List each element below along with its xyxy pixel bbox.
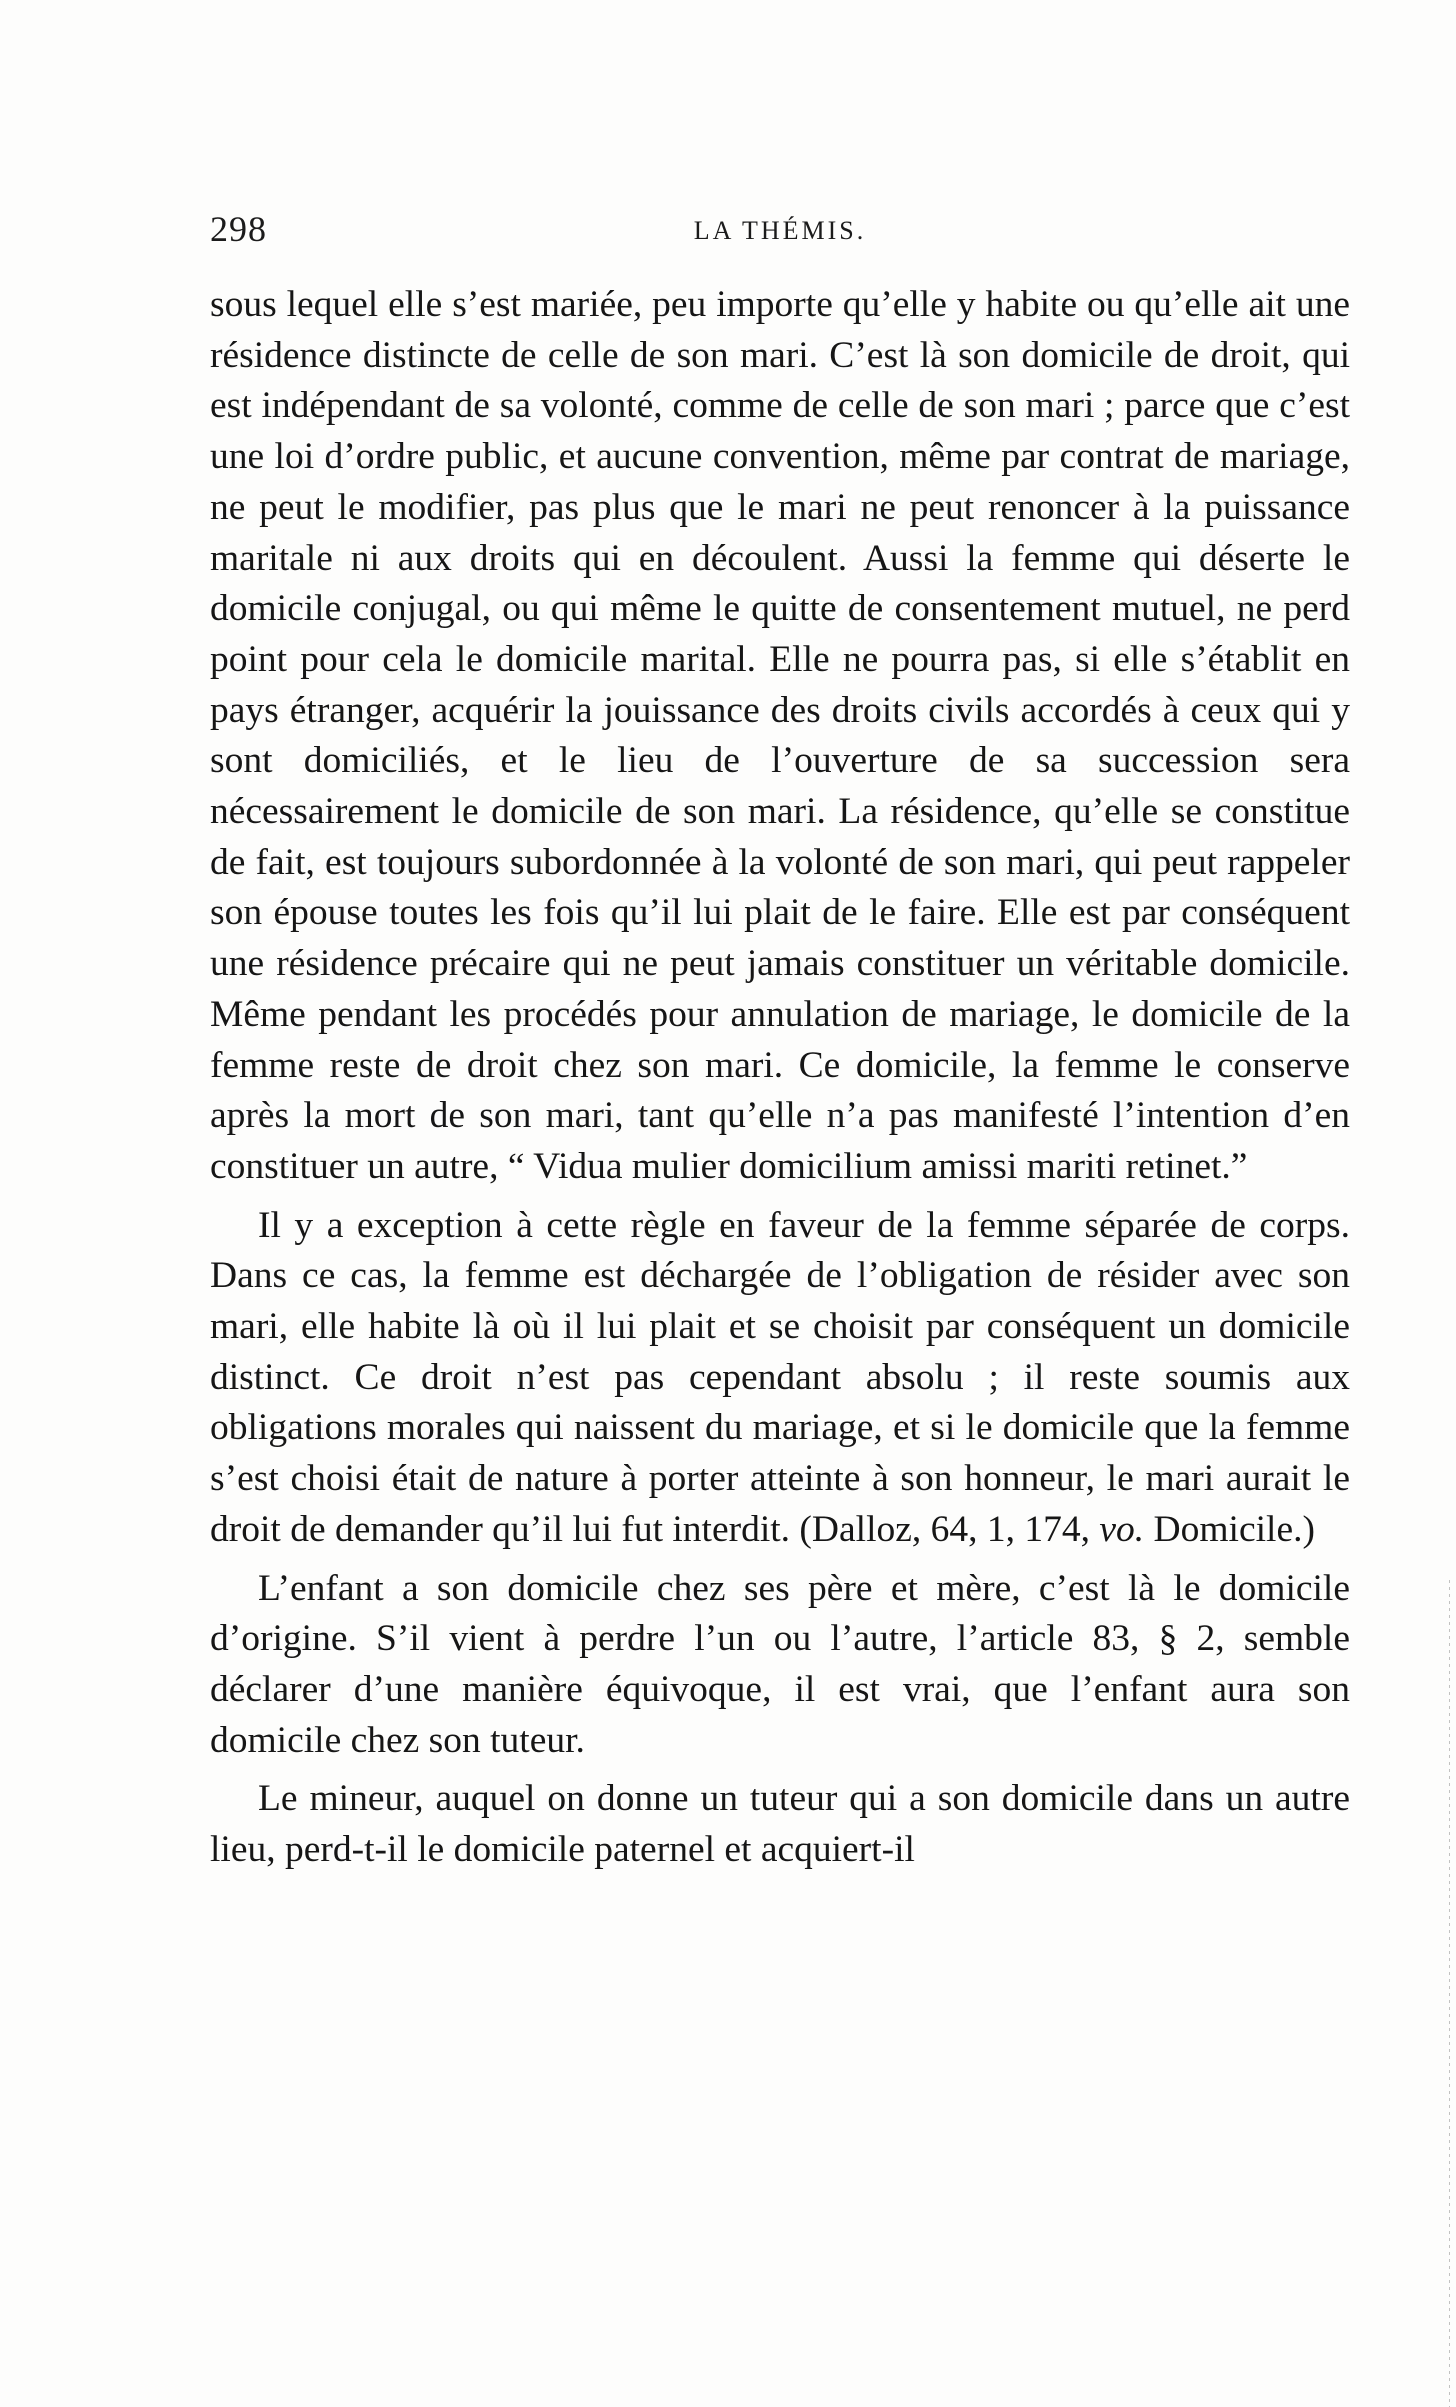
page-header [210,208,1350,248]
running-title: LA THÉMIS. [693,216,867,245]
paragraph-3: L’enfant a son domicile chez ses père et mère, c’est là le domicile d’origine. S’il vient à perdre l’un ou l’autre, l’article 83, § 2, semble déclarer d’une manière équivoque, il est vrai, que l’enfant aura son domicile chez son tuteur. [210,1567,1350,1761]
scan-edge-line [1449,1580,1450,2407]
page-number: 298 [210,209,267,249]
citation-italic: vo. [1099,1508,1145,1550]
paragraph-2 [210,1201,1350,1556]
body-text [210,280,1350,1884]
paragraph-1: sous lequel elle s’est mariée, peu importe qu’elle y habite ou qu’elle ait une résidence distincte de celle de son mari. C’est là son domicile de droit, qui est indépendant de sa volonté, comme de celle de son mari ; parce que c’est une loi d’ordre public, et aucune convention, même par contrat de mariage, ne peut le modifier, pas plus que le mari ne peut renoncer à la puissance maritale ni aux droits qui en découlent. Aussi la femme qui déserte le domicile conjugal, ou qui même le quitte de consentement mutuel, ne perd point pour cela le domicile marital. Elle ne pourra pas, si elle s’établit en pays étranger, acquérir la jouissance des droits civils accordés à ceux qui y sont domiciliés, et le lieu de l’ouverture de sa succession sera nécessairement le domicile de son mari. La résidence, qu’elle se constitue de fait, est toujours subordonnée à la volonté de son mari, qui peut rappeler son épouse toutes les fois qu’il lui plait de le faire. Elle est par conséquent une résidence précaire qui ne peut jamais constituer un véritable domicile. Même pendant les procédés pour annulation de mariage, le domicile de la femme reste de droit chez son mari. Ce domicile, la femme le conserve après la mort de son mari, tant qu’elle n’a pas manifesté l’intention d’en constituer un autre, “ Vidua mulier domicilium amissi mariti retinet.” [210,284,1350,1187]
paragraph-2-text: Il y a exception à cette règle en faveur de la femme séparée de corps. Dans ce cas, la femme est déchargée de l’obligation de résider avec son mari, elle habite là où il lui plait et se choisit par conséquent un domicile distinct. Ce droit n’est pas cependant absolu ; il reste soumis aux obligations morales qui naissent du mariage, et si le domicile que la femme s’est choisi était de nature à porter atteinte à son honneur, le mari aurait le droit de demander qu’il lui fut interdit. (Dalloz, 64, 1, 174, [210,1204,1350,1550]
paragraph-4: Le mineur, auquel on donne un tuteur qui a son domicile dans un autre lieu, perd-t-il le domicile paternel et acquiert-il [210,1778,1350,1871]
citation-rest: Domicile.) [1144,1508,1315,1550]
